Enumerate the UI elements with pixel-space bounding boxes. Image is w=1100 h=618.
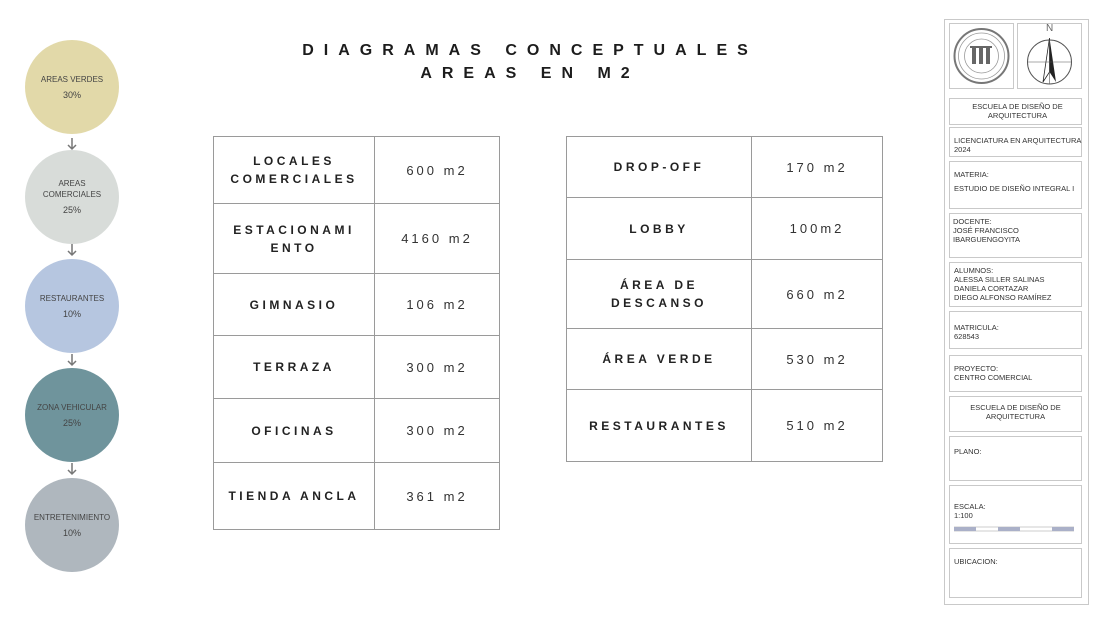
circle-label: AREAS COMERCIALES [42, 179, 102, 199]
scale-value: 1:100 [954, 511, 973, 520]
area-value: 106 m2 [375, 274, 500, 336]
area-name: OFICINAS [214, 399, 375, 463]
circle-label: ENTRETENIMIENTO [33, 512, 111, 522]
area-name: LOCALES COMERCIALES [214, 137, 375, 204]
project-box [949, 355, 1082, 392]
subject-label: MATERIA: [954, 170, 989, 179]
circle-percent: 10% [62, 527, 81, 538]
school-name: ESCUELA DE DISEÑO DE ARQUITECTURA [972, 102, 1063, 120]
school-name-2: ESCUELA DE DISEÑO DE ARQUITECTURA [970, 403, 1061, 421]
area-name: DROP-OFF [567, 137, 752, 198]
location-label: UBICACION: [954, 557, 998, 566]
school-box [949, 98, 1082, 125]
title-line-1: DIAGRAMAS CONCEPTUALES [302, 42, 758, 59]
table-row [214, 137, 500, 204]
area-name: RESTAURANTES [567, 390, 752, 462]
circle-percent: 25% [62, 205, 81, 215]
university-seal-icon [950, 24, 1013, 88]
circle-percent: 10% [62, 308, 81, 319]
degree-box [949, 127, 1082, 157]
subject-text: ESTUDIO DE DISEÑO INTEGRAL I [954, 184, 1075, 193]
area-name: LOBBY [567, 198, 752, 260]
title-block [944, 19, 1089, 605]
scale-label: ESCALA: [954, 502, 986, 511]
arrow-down-icon [66, 244, 78, 258]
table-row [214, 336, 500, 399]
students-box [949, 262, 1082, 307]
area-value: 100m2 [752, 198, 883, 260]
area-value: 660 m2 [752, 260, 883, 329]
student-name: DIEGO ALFONSO RAMÍREZ [954, 293, 1052, 302]
table-row [567, 390, 883, 462]
table-row [567, 260, 883, 329]
subject-box [949, 161, 1082, 209]
circle-percent: 25% [62, 417, 81, 428]
circle-restaurantes [25, 259, 119, 353]
area-value: 4160 m2 [375, 204, 500, 274]
arrow-down-icon [66, 354, 78, 368]
scale-box [949, 485, 1082, 544]
north-letter: N [1046, 23, 1054, 34]
area-name: GIMNASIO [214, 274, 375, 336]
area-value: 510 m2 [752, 390, 883, 462]
area-name: TIENDA ANCLA [214, 463, 375, 530]
location-box [949, 548, 1082, 598]
id-box [949, 311, 1082, 349]
areas-table-right [566, 136, 883, 462]
table-row [214, 463, 500, 530]
student-name: ALESSA SILLER SALINAS [954, 275, 1045, 284]
area-value: 300 m2 [375, 336, 500, 399]
area-name: TERRAZA [214, 336, 375, 399]
area-name: ESTACIONAMI ENTO [214, 204, 375, 274]
id-label: MATRICULA: [954, 323, 999, 332]
area-value: 600 m2 [375, 137, 500, 204]
scale-bar-icon [954, 526, 1074, 534]
north-arrow [1017, 23, 1082, 89]
teacher-name: JOSÉ FRANCISCO IBARGUENGOYITA [953, 226, 1020, 244]
table-row [214, 274, 500, 336]
arrow-down-icon [66, 463, 78, 477]
id-value: 628543 [954, 332, 980, 341]
teacher-box [949, 213, 1082, 258]
table-row [567, 137, 883, 198]
table-row [214, 204, 500, 274]
area-name: ÁREA DE DESCANSO [567, 260, 752, 329]
areas-table-left [213, 136, 500, 530]
circle-label: RESTAURANTES [39, 293, 105, 303]
area-value: 361 m2 [375, 463, 500, 530]
plan-box [949, 436, 1082, 481]
circle-zona-vehicular [25, 368, 119, 462]
table-row [214, 399, 500, 463]
student-name: DANIELA CORTAZAR [954, 284, 1029, 293]
table-row [567, 198, 883, 260]
area-value: 300 m2 [375, 399, 500, 463]
area-value: 530 m2 [752, 329, 883, 390]
degree-text: LICENCIATURA EN ARQUITECTURA 2024 [954, 136, 1081, 154]
school-box-2 [949, 396, 1082, 432]
project-name: CENTRO COMERCIAL [954, 373, 1033, 382]
circle-percent: 30% [62, 89, 81, 100]
circle-label: ZONA VEHICULAR [37, 402, 107, 412]
circle-areas-verdes [25, 40, 119, 134]
circle-entretenimiento [25, 478, 119, 572]
title-line-2: AREAS EN M2 [420, 65, 640, 82]
table-row [567, 329, 883, 390]
project-label: PROYECTO: [954, 364, 999, 373]
students-label: ALUMNOS: [954, 266, 994, 275]
university-seal [949, 23, 1014, 89]
teacher-label: DOCENTE: [953, 217, 992, 226]
circle-areas-comerciales [25, 150, 119, 244]
plan-label: PLANO: [954, 447, 982, 456]
circle-label: AREAS VERDES [40, 74, 104, 84]
area-value: 170 m2 [752, 137, 883, 198]
area-name: ÁREA VERDE [567, 329, 752, 390]
